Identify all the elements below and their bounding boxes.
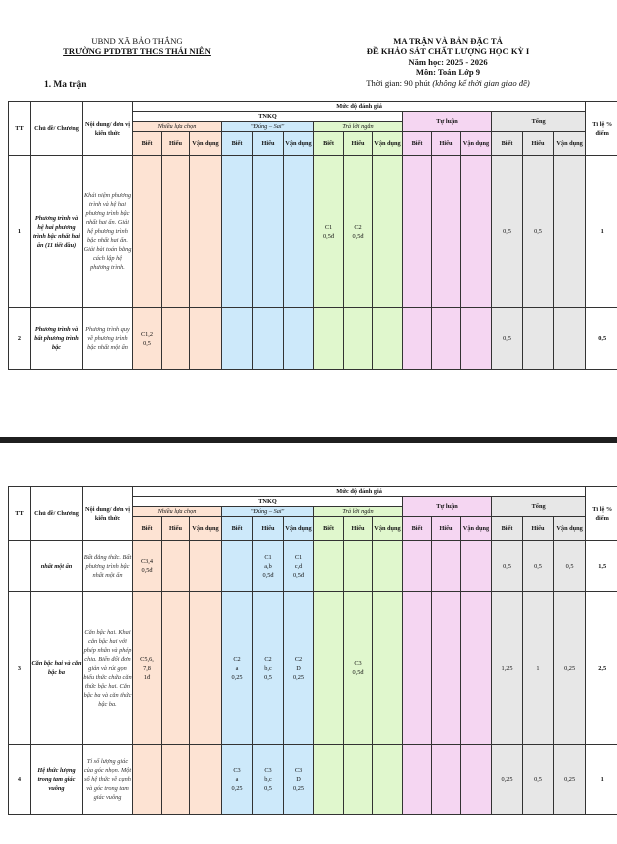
matrix-table-page1	[8, 101, 617, 370]
level-header: Biết	[222, 517, 253, 541]
level-header: Vận dụng	[284, 517, 314, 541]
matrix-cell: 0,5	[523, 156, 554, 308]
col-header-tt: TT	[9, 487, 31, 541]
matrix-cell	[432, 592, 461, 745]
level-header: Biết	[314, 517, 344, 541]
matrix-cell	[162, 745, 190, 815]
matrix-cell	[461, 592, 492, 745]
level-header: Hiểu	[162, 517, 190, 541]
col-header-tnkq: TNKQ	[133, 112, 403, 122]
level-header: Hiểu	[432, 517, 461, 541]
matrix-cell	[403, 592, 432, 745]
matrix-cell	[314, 541, 344, 592]
matrix-cell	[432, 156, 461, 308]
level-header: Hiểu	[432, 132, 461, 156]
col-header-assessment: Mức độ đánh giá	[133, 487, 586, 497]
school-year: Năm học: 2025 - 2026	[408, 56, 488, 67]
row-content: Bất đẳng thức. Bất phương trình bậc nhất một ẩn	[83, 541, 133, 592]
table-row	[9, 156, 617, 308]
row-topic: Phương trình và bất phương trình bậc	[31, 308, 83, 370]
col-header-essay: Tự luận	[403, 112, 492, 132]
exam-header	[298, 36, 598, 88]
matrix-cell: 0,25	[554, 592, 586, 745]
matrix-cell: C3 D 0,25	[284, 745, 314, 815]
matrix-cell	[190, 156, 222, 308]
matrix-cell: C2 D 0,25	[284, 592, 314, 745]
matrix-cell: 0,5	[554, 541, 586, 592]
col-header-ratio: Tỉ lệ % điểm	[586, 487, 617, 541]
level-header: Hiểu	[162, 132, 190, 156]
matrix-cell	[253, 308, 284, 370]
row-tt: 1	[9, 156, 31, 308]
matrix-cell	[461, 541, 492, 592]
col-header-tnkq: TNKQ	[133, 497, 403, 507]
row-topic: Phương trình và hệ hai phương trình bậc nhất hai ẩn (11 tiết đầu)	[31, 156, 83, 308]
matrix-cell	[432, 308, 461, 370]
table-body	[9, 156, 617, 370]
level-header: Hiểu	[344, 517, 373, 541]
matrix-cell	[314, 592, 344, 745]
matrix-cell	[432, 541, 461, 592]
matrix-cell	[190, 592, 222, 745]
matrix-cell	[554, 308, 586, 370]
level-header: Hiểu	[253, 517, 284, 541]
level-header: Biết	[492, 517, 523, 541]
matrix-cell	[373, 308, 403, 370]
matrix-cell	[162, 308, 190, 370]
matrix-cell: C2 b,c 0,5	[253, 592, 284, 745]
matrix-cell	[133, 156, 162, 308]
matrix-cell	[461, 308, 492, 370]
level-header: Vận dụng	[284, 132, 314, 156]
matrix-cell	[133, 745, 162, 815]
col-header-short-answer: Trả lời ngắn	[314, 122, 403, 132]
row-topic: nhất một ẩn	[31, 541, 83, 592]
level-header: Vận dụng	[373, 517, 403, 541]
matrix-cell: C5,6, 7,8 1đ	[133, 592, 162, 745]
matrix-cell: C1 c,d 0,5đ	[284, 541, 314, 592]
matrix-cell	[253, 156, 284, 308]
row-ratio: 0,5	[586, 308, 617, 370]
matrix-cell: C3,4 0,5đ	[133, 541, 162, 592]
level-header: Hiểu	[253, 132, 284, 156]
matrix-cell	[190, 541, 222, 592]
matrix-cell: C3 a 0,25	[222, 745, 253, 815]
matrix-cell: C2 a 0,25	[222, 592, 253, 745]
col-header-total: Tổng	[492, 497, 586, 517]
level-header: Vận dụng	[554, 132, 586, 156]
col-header-total: Tổng	[492, 112, 586, 132]
table-body	[9, 541, 617, 815]
school-header	[42, 36, 232, 57]
col-header-topic: Chủ đề/ Chương	[31, 487, 83, 541]
duration: Thời gian: 90 phút (không kể thời gian giao đề)	[366, 77, 530, 88]
level-header: Biết	[133, 132, 162, 156]
row-content: Tỉ số lượng giác của góc nhọn. Một số hệ thức về cạnh và góc trong tam giác vuông	[83, 745, 133, 815]
matrix-cell: 0,5	[523, 541, 554, 592]
row-ratio: 1	[586, 156, 617, 308]
matrix-cell	[222, 156, 253, 308]
doc-title: MA TRẬN VÀ BẢN ĐẶC TẢ	[393, 36, 503, 46]
section-title: 1. Ma trận	[44, 80, 87, 90]
row-ratio: 1	[586, 745, 617, 815]
table-row	[9, 592, 617, 745]
row-topic: Căn bậc hai và căn bậc ba	[31, 592, 83, 745]
table-header	[9, 487, 617, 541]
matrix-cell: C2 0,5đ	[344, 156, 373, 308]
matrix-cell	[432, 745, 461, 815]
matrix-cell	[344, 541, 373, 592]
matrix-cell	[314, 308, 344, 370]
matrix-cell: C1,2 0,5	[133, 308, 162, 370]
col-header-content: Nội dung/ đơn vị kiến thức	[83, 102, 133, 156]
level-header: Vận dụng	[461, 517, 492, 541]
level-header: Hiểu	[344, 132, 373, 156]
level-header: Hiểu	[523, 517, 554, 541]
matrix-cell	[554, 156, 586, 308]
level-header: Biết	[314, 132, 344, 156]
matrix-cell: 1,25	[492, 592, 523, 745]
matrix-cell	[403, 308, 432, 370]
matrix-cell	[344, 308, 373, 370]
matrix-cell	[162, 592, 190, 745]
row-content: Khái niệm phương trình và hệ hai phương trình bậc nhất hai ẩn. Giải hệ phương trình bậc nhất hai ẩn. Giải bài toán bằng cách lập hệ phương trình.	[83, 156, 133, 308]
row-tt: 3	[9, 592, 31, 745]
matrix-cell: 0,5	[492, 308, 523, 370]
level-header: Biết	[133, 517, 162, 541]
matrix-cell	[461, 745, 492, 815]
matrix-cell: 0,5	[492, 541, 523, 592]
row-tt	[9, 541, 31, 592]
col-header-multiple-choice: Nhiều lựa chọn	[133, 122, 222, 132]
matrix-cell	[190, 308, 222, 370]
col-header-essay: Tự luận	[403, 497, 492, 517]
col-header-assessment: Mức độ đánh giá	[133, 102, 586, 112]
matrix-cell	[222, 308, 253, 370]
level-header: Vận dụng	[190, 132, 222, 156]
matrix-cell	[222, 541, 253, 592]
col-header-multiple-choice: Nhiều lựa chọn	[133, 507, 222, 517]
level-header: Vận dụng	[373, 132, 403, 156]
matrix-cell: C1 0,5đ	[314, 156, 344, 308]
table-row	[9, 541, 617, 592]
matrix-cell	[523, 308, 554, 370]
matrix-cell	[314, 745, 344, 815]
col-header-tt: TT	[9, 102, 31, 156]
district-name: UBND XÃ BẢO THẮNG	[91, 36, 183, 46]
matrix-cell	[403, 745, 432, 815]
matrix-cell	[284, 156, 314, 308]
col-header-true-false: "Đúng – Sai"	[222, 122, 314, 132]
matrix-cell	[162, 541, 190, 592]
level-header: Biết	[403, 517, 432, 541]
table-row	[9, 745, 617, 815]
matrix-cell: 0,5	[523, 745, 554, 815]
level-header: Biết	[492, 132, 523, 156]
matrix-cell	[190, 745, 222, 815]
level-header: Biết	[403, 132, 432, 156]
level-header: Biết	[222, 132, 253, 156]
matrix-cell: 0,25	[554, 745, 586, 815]
level-header: Hiểu	[523, 132, 554, 156]
matrix-cell	[403, 541, 432, 592]
level-header: Vận dụng	[554, 517, 586, 541]
matrix-cell	[284, 308, 314, 370]
level-header: Vận dụng	[461, 132, 492, 156]
table-row	[9, 308, 617, 370]
row-ratio: 1,5	[586, 541, 617, 592]
exam-title: ĐỀ KHẢO SÁT CHẤT LƯỢNG HỌC KỲ I	[366, 46, 530, 57]
school-name: TRƯỜNG PTDTBT THCS THÁI NIÊN	[63, 46, 211, 57]
matrix-cell	[373, 745, 403, 815]
row-topic: Hệ thức lượng trong tam giác vuông	[31, 745, 83, 815]
col-header-true-false: "Đúng – Sai"	[222, 507, 314, 517]
matrix-cell	[403, 156, 432, 308]
row-ratio: 2,5	[586, 592, 617, 745]
col-header-ratio: Tỉ lệ % điểm	[586, 102, 617, 156]
col-header-content: Nội dung/ đơn vị kiến thức	[83, 487, 133, 541]
matrix-cell	[373, 592, 403, 745]
row-content: Phương trình quy về phương trình bậc nhất một ẩn	[83, 308, 133, 370]
table-header	[9, 102, 617, 156]
matrix-cell	[373, 541, 403, 592]
matrix-cell	[461, 156, 492, 308]
matrix-cell: C3 0,5đ	[344, 592, 373, 745]
col-header-short-answer: Trả lời ngắn	[314, 507, 403, 517]
subject: Môn: Toán Lớp 9	[415, 67, 481, 78]
matrix-cell: C1 a,b 0,5đ	[253, 541, 284, 592]
matrix-cell: 1	[523, 592, 554, 745]
row-tt: 4	[9, 745, 31, 815]
matrix-cell	[373, 156, 403, 308]
matrix-cell	[344, 745, 373, 815]
matrix-cell: 0,5	[492, 156, 523, 308]
row-content: Căn bậc hai. Khai căn bậc hai với phép nhân và phép chia. Biến đổi đơn giản và rút gọn biểu thức chứa căn thức bậc hai. Căn bậc ba và căn thức bậc ba.	[83, 592, 133, 745]
matrix-table-page2	[8, 486, 617, 815]
matrix-cell: 0,25	[492, 745, 523, 815]
level-header: Vận dụng	[190, 517, 222, 541]
matrix-cell: C3 b,c 0,5	[253, 745, 284, 815]
page-separator	[0, 437, 617, 443]
row-tt: 2	[9, 308, 31, 370]
col-header-topic: Chủ đề/ Chương	[31, 102, 83, 156]
matrix-cell	[162, 156, 190, 308]
